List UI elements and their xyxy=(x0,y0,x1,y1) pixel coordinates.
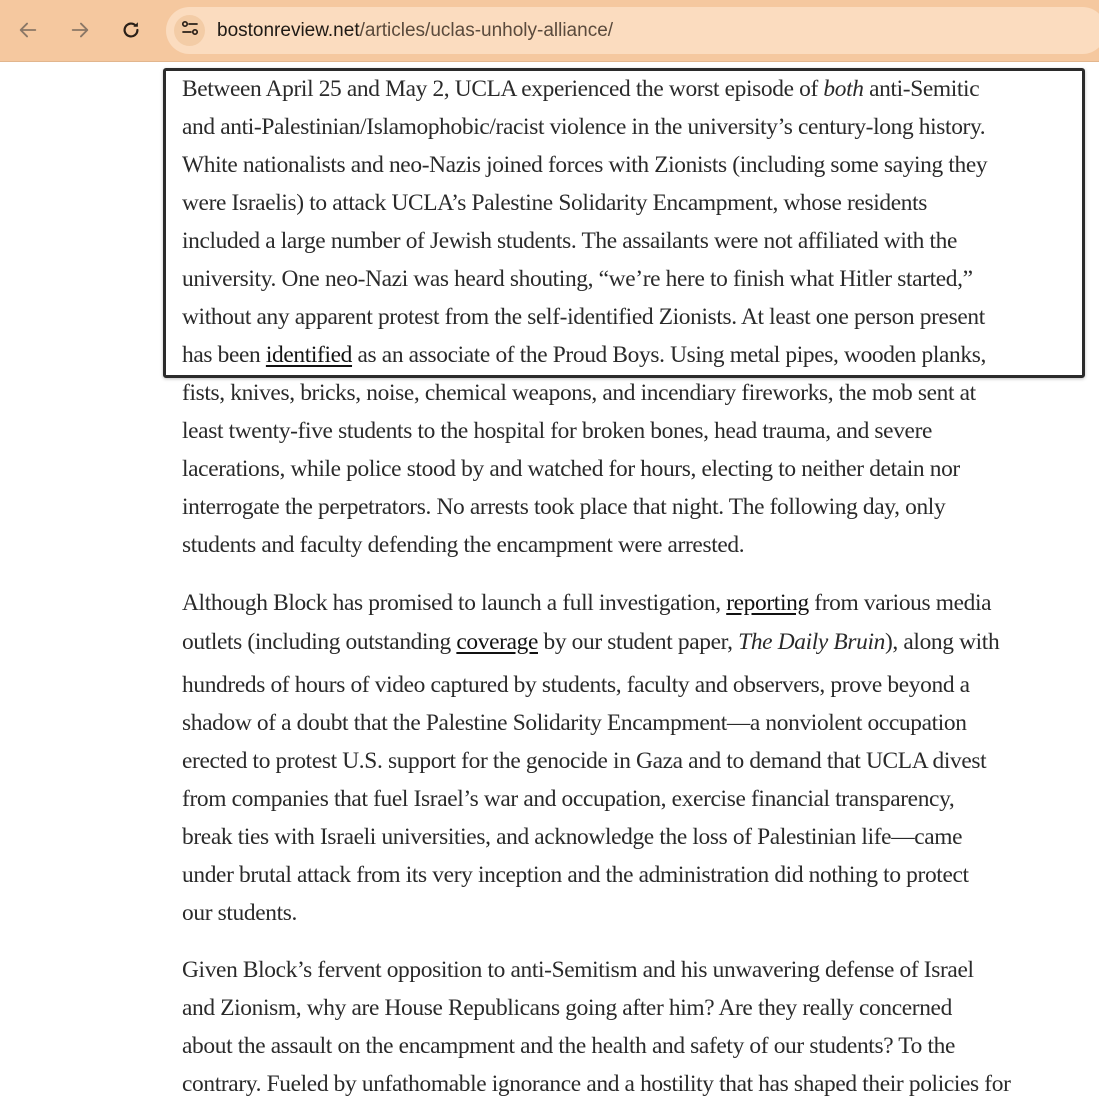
text-line xyxy=(182,627,999,657)
text-line: from companies that fuel Israel’s war and occupation, exercise financial transparency, xyxy=(182,786,955,812)
text-line: and anti-Palestinian/Islamophobic/racist violence in the university’s century-long history. xyxy=(182,114,986,140)
browser-toolbar xyxy=(0,0,1099,62)
text-line: least twenty-five students to the hospital for broken bones, head trauma, and severe xyxy=(182,418,933,444)
site-info-button[interactable] xyxy=(174,15,205,46)
text-line: hundreds of hours of video captured by students, faculty and observers, prove beyond a xyxy=(182,672,970,698)
text-line: students and faculty defending the encampment were arrested. xyxy=(182,532,745,558)
text-segment: ), along with xyxy=(884,629,1000,655)
text-segment: outlets (including outstanding xyxy=(182,629,457,655)
article-link-coverage[interactable]: coverage xyxy=(456,629,538,655)
text-line: our students. xyxy=(182,900,297,926)
text-segment: as an associate of the Proud Boys. Using metal pipes, wooden planks, xyxy=(352,342,986,368)
text-line: White nationalists and neo-Nazis joined forces with Zionists (including some saying they xyxy=(182,152,988,178)
text-line xyxy=(182,74,979,104)
tune-icon xyxy=(180,18,200,43)
address-bar[interactable] xyxy=(166,7,1099,54)
text-line: were Israelis) to attack UCLA’s Palestine Solidarity Encampment, whose residents xyxy=(182,190,927,216)
text-segment: Between April 25 and May 2, UCLA experienced the worst episode of xyxy=(182,76,824,102)
article-link-identified[interactable]: identified xyxy=(265,342,353,368)
text-line: fists, knives, bricks, noise, chemical weapons, and incendiary fireworks, the mob sent at xyxy=(182,380,976,406)
back-button[interactable] xyxy=(12,14,44,46)
url-path: /articles/uclas-unholy-alliance/ xyxy=(359,20,614,41)
text-line: erected to protest U.S. support for the genocide in Gaza and to demand that UCLA divest xyxy=(182,748,987,774)
arrow-left-icon xyxy=(17,19,39,41)
text-line: interrogate the perpetrators. No arrests took place that night. The following day, only xyxy=(182,494,946,520)
emphasized-text: The Daily Bruin xyxy=(738,629,885,655)
url-domain: bostonreview.net xyxy=(217,20,360,41)
text-segment: Although Block has promised to launch a full investigation, xyxy=(182,590,727,616)
text-line: and Zionism, why are House Republicans going after him? Are they really concerned xyxy=(182,995,952,1021)
text-line: without any apparent protest from the self-identified Zionists. At least one person present xyxy=(182,304,985,330)
text-line xyxy=(182,588,991,618)
text-line xyxy=(182,340,986,370)
text-line: under brutal attack from its very inception and the administration did nothing to protect xyxy=(182,862,969,888)
text-line: university. One neo-Nazi was heard shouting, “we’re here to finish what Hitler started,” xyxy=(182,266,973,292)
reload-icon xyxy=(120,19,142,41)
reload-button[interactable] xyxy=(115,14,147,46)
text-segment: by our student paper, xyxy=(537,629,739,655)
forward-button[interactable] xyxy=(64,14,96,46)
text-line: shadow of a doubt that the Palestine Solidarity Encampment—a nonviolent occupation xyxy=(182,710,967,736)
text-segment: anti-Semitic xyxy=(863,76,980,102)
article-link-reporting[interactable]: reporting xyxy=(726,590,809,616)
text-segment: has been xyxy=(182,342,266,368)
url-text[interactable] xyxy=(217,19,613,43)
text-line: lacerations, while police stood by and watched for hours, electing to neither detain nor xyxy=(182,456,960,482)
text-line: Given Block’s fervent opposition to anti-Semitism and his unwavering defense of Israel xyxy=(182,957,974,983)
text-line: contrary. Fueled by unfathomable ignorance and a hostility that has shaped their policies for xyxy=(182,1071,1011,1097)
text-line: included a large number of Jewish students. The assailants were not affiliated with the xyxy=(182,228,958,254)
text-line: about the assault on the encampment and the health and safety of our students? To the xyxy=(182,1033,955,1059)
emphasized-text: both xyxy=(823,76,864,102)
arrow-right-icon xyxy=(69,19,91,41)
text-line: break ties with Israeli universities, and acknowledge the loss of Palestinian life—came xyxy=(182,824,963,850)
text-segment: from various media xyxy=(808,590,992,616)
